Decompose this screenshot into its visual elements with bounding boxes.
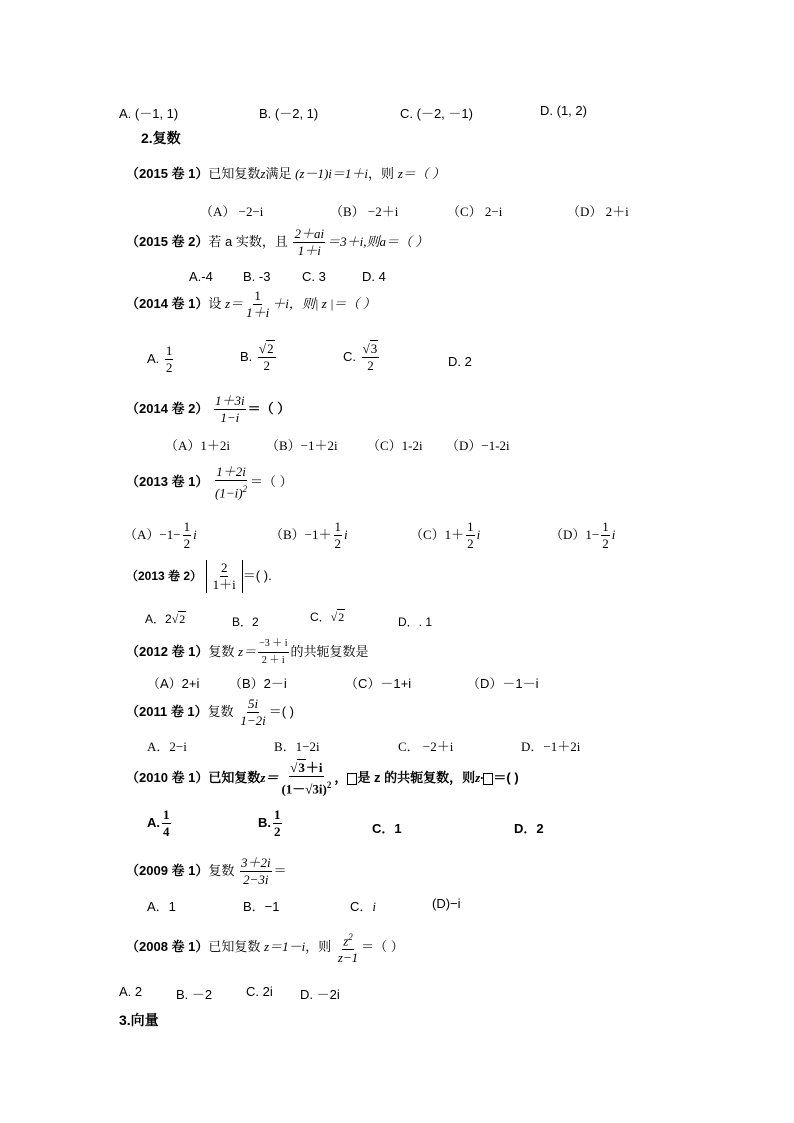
question-2013-2 bbox=[126, 560, 272, 593]
question-ask: ＝ bbox=[273, 862, 287, 878]
option-label: A. bbox=[147, 814, 160, 830]
question-2012-1 bbox=[126, 636, 369, 669]
numerator: 1＋2i bbox=[216, 464, 246, 479]
option-label: C． bbox=[350, 899, 373, 914]
question-2014-1 bbox=[126, 288, 376, 321]
question-ask: ＝( ) bbox=[493, 770, 519, 786]
numerator: 2＋ai bbox=[294, 226, 325, 241]
option-b bbox=[270, 519, 348, 552]
question-tag: （2013 卷 2） bbox=[126, 568, 203, 583]
option-d: D. －2i bbox=[300, 987, 340, 1002]
question-text: 已知复数 bbox=[208, 770, 261, 786]
question-text: 已知复数 bbox=[208, 166, 261, 181]
fraction bbox=[245, 288, 270, 321]
denominator: 2 bbox=[165, 360, 173, 375]
fraction bbox=[362, 341, 380, 374]
exponent: 2 bbox=[242, 484, 248, 494]
question-2009-1 bbox=[126, 855, 287, 888]
option-c bbox=[343, 341, 381, 374]
fraction bbox=[293, 226, 325, 259]
conjugate-symbol bbox=[483, 773, 493, 785]
fraction bbox=[165, 343, 174, 376]
option-b: B. －2 bbox=[176, 987, 213, 1002]
numerator: ＋i bbox=[305, 760, 323, 775]
fraction bbox=[273, 807, 282, 840]
option-c: C. 3 bbox=[302, 269, 326, 284]
denominator: 2 bbox=[602, 536, 609, 551]
question-tag: （2014 卷 1） bbox=[126, 295, 209, 311]
fraction bbox=[601, 519, 610, 552]
option-c bbox=[310, 608, 345, 625]
numerator: z bbox=[343, 933, 349, 949]
fraction bbox=[239, 696, 266, 729]
math-eq: (z－1)i＝1＋i bbox=[295, 166, 369, 181]
question-2008-1 bbox=[126, 929, 404, 966]
denominator: 1−2i bbox=[240, 713, 266, 728]
question-tag: （2015 卷 1） bbox=[126, 166, 209, 181]
option-b bbox=[240, 341, 278, 374]
exponent: 2 bbox=[348, 932, 353, 942]
question-ask: | z |＝（ ） bbox=[314, 295, 376, 311]
imag-unit: i bbox=[476, 526, 481, 542]
numerator: 1 bbox=[334, 519, 342, 534]
question-ask: ＝（ ） bbox=[250, 474, 293, 490]
option-label: A．2 bbox=[145, 612, 172, 626]
imag-unit: i bbox=[344, 526, 348, 542]
question-text: ， bbox=[334, 770, 348, 786]
denominator: (1−i) bbox=[215, 485, 243, 501]
numerator: 3＋2i bbox=[241, 855, 271, 870]
math-var: z bbox=[260, 166, 266, 181]
question-text: 是 z 的共轭复数，则 bbox=[357, 770, 476, 786]
question-text: 已知复数 bbox=[208, 939, 261, 955]
option-a: （A）1＋2i bbox=[165, 438, 231, 453]
numerator: 1 bbox=[467, 519, 474, 534]
option-a bbox=[147, 343, 175, 376]
question-text: 若 a 实数，且 bbox=[208, 233, 288, 249]
denominator: 2 ＋ i bbox=[261, 655, 285, 666]
question-ask: ＝（ ） bbox=[247, 400, 291, 416]
question-2013-1 bbox=[126, 464, 293, 501]
math-eq: z＝ bbox=[260, 770, 279, 786]
option-a: A．2−i bbox=[147, 739, 187, 754]
numerator: 1 bbox=[254, 288, 261, 303]
option-value: i bbox=[372, 899, 377, 914]
numerator: 5i bbox=[247, 696, 259, 711]
question-ask: a＝（ ） bbox=[379, 233, 429, 249]
option-c: C．1 bbox=[372, 821, 402, 836]
option-a: A.-4 bbox=[189, 269, 213, 284]
option-a bbox=[124, 519, 197, 552]
option-d: D. 4 bbox=[362, 269, 386, 284]
question-text: 设 bbox=[208, 295, 222, 311]
question-text: 复数 bbox=[208, 643, 235, 659]
numerator: 1＋3i bbox=[215, 393, 245, 408]
math-eq: ＝3＋i,则 bbox=[327, 233, 380, 249]
option-label: （D）1− bbox=[550, 526, 600, 542]
question-tag: （2008 卷 1） bbox=[126, 939, 209, 955]
fraction bbox=[334, 519, 343, 552]
question-tag: （2010 卷 1） bbox=[126, 770, 209, 786]
radicand: 3 bbox=[370, 341, 378, 356]
denominator: 4 bbox=[163, 824, 170, 839]
sqrt: √2 bbox=[330, 610, 345, 624]
numerator: 1 bbox=[165, 343, 173, 358]
question-ask: z＝（ ） bbox=[397, 166, 445, 181]
fraction bbox=[466, 519, 475, 552]
imag-unit: i bbox=[611, 526, 616, 542]
fraction bbox=[280, 760, 332, 797]
fraction bbox=[240, 855, 272, 888]
question-2015-1 bbox=[126, 163, 445, 182]
numerator: 2 bbox=[220, 560, 228, 575]
option-b: B. -3 bbox=[243, 269, 271, 284]
option-d: （D）－1－i bbox=[467, 676, 539, 691]
conjugate-symbol bbox=[347, 773, 357, 785]
option-label: C． bbox=[310, 610, 331, 624]
option-a: A. 2 bbox=[119, 984, 143, 999]
option-c: C． −2＋i bbox=[398, 739, 454, 754]
option-b: B．1−2i bbox=[274, 739, 320, 754]
denominator: 1−i bbox=[220, 410, 240, 425]
option-d bbox=[550, 519, 615, 552]
denominator: z−1 bbox=[337, 950, 359, 966]
option-a bbox=[147, 807, 173, 840]
numerator: 1 bbox=[183, 519, 191, 534]
imag-unit: i bbox=[193, 526, 197, 542]
radicand: 2 bbox=[179, 612, 186, 626]
option-b: （B） −2＋i bbox=[330, 204, 399, 219]
question-ask: ＝（ ） bbox=[361, 939, 404, 955]
prev-option-d: D. (1, 2) bbox=[540, 103, 587, 118]
denominator: 2 bbox=[467, 536, 474, 551]
prev-option-a: A. (－1, 1) bbox=[119, 106, 179, 121]
option-c bbox=[410, 519, 480, 552]
option-label: B. bbox=[258, 814, 271, 830]
numerator: 1 bbox=[163, 807, 170, 822]
option-b: （B）2－i bbox=[229, 676, 287, 691]
exponent: 2 bbox=[326, 780, 332, 790]
option-d: D. 2 bbox=[448, 354, 472, 369]
sqrt: √2 bbox=[258, 341, 274, 356]
section-title-vector: 3.向量 bbox=[119, 1012, 159, 1028]
question-2011-1 bbox=[126, 696, 294, 729]
sqrt: √3 bbox=[362, 341, 378, 356]
question-text: 满足 bbox=[265, 166, 292, 181]
question-ask: ＝( ) bbox=[268, 703, 294, 719]
option-d: (D)−i bbox=[432, 896, 461, 911]
question-ask: ＝( ). bbox=[242, 567, 272, 583]
denominator: 2 bbox=[263, 358, 270, 373]
option-b: （B）−1＋2i bbox=[266, 438, 338, 453]
denominator: (1－√3i) bbox=[281, 781, 327, 797]
fraction bbox=[212, 560, 237, 593]
fraction bbox=[258, 341, 276, 374]
option-a: （A） −2−i bbox=[200, 204, 264, 219]
option-d: D．. 1 bbox=[398, 615, 433, 629]
sqrt: √2 bbox=[171, 612, 186, 626]
denominator: 2 bbox=[274, 824, 281, 839]
math-eq: z＝1－i bbox=[264, 939, 306, 955]
option-d: （D） 2＋i bbox=[567, 204, 629, 219]
option-b: B．−1 bbox=[243, 899, 280, 914]
question-ask: z· bbox=[475, 770, 484, 786]
radicand: 3 bbox=[298, 760, 305, 775]
question-text: 复数 bbox=[207, 703, 234, 719]
question-text: ，则 bbox=[368, 166, 395, 181]
question-tag: （2015 卷 2） bbox=[126, 233, 209, 249]
denominator: 2 bbox=[367, 358, 374, 373]
question-2015-2 bbox=[126, 226, 428, 259]
prev-option-c: C. (－2, －1) bbox=[400, 106, 473, 121]
fraction bbox=[183, 519, 192, 552]
question-tag: （2012 卷 1） bbox=[126, 643, 209, 659]
option-b: B．2 bbox=[232, 615, 259, 629]
option-c: （C）－1+i bbox=[345, 676, 412, 691]
numerator: −3 ＋ i bbox=[258, 636, 288, 653]
math-eq: z＝ bbox=[225, 295, 244, 311]
prev-option-b: B. (－2, 1) bbox=[259, 106, 319, 121]
option-c: （C）1-2i bbox=[367, 438, 423, 453]
question-tag: （2013 卷 1） bbox=[126, 474, 209, 490]
denominator: 2 bbox=[334, 536, 342, 551]
math-eq: z＝ bbox=[238, 643, 257, 659]
radicand: 2 bbox=[338, 610, 345, 624]
option-c bbox=[350, 896, 376, 915]
question-text: ，则 bbox=[305, 939, 332, 955]
option-b bbox=[258, 807, 284, 840]
option-d: D．−1＋2i bbox=[521, 739, 581, 754]
option-label: （B）−1＋ bbox=[270, 526, 332, 542]
denominator: 1＋i bbox=[246, 305, 270, 320]
option-label: （C）1＋ bbox=[410, 526, 465, 542]
option-label: （A）−1− bbox=[124, 526, 181, 542]
denominator: 1＋i bbox=[212, 577, 236, 592]
option-label: C. bbox=[343, 348, 356, 364]
question-text: 的共轭复数是 bbox=[290, 643, 369, 659]
denominator: 2−3i bbox=[243, 872, 269, 887]
question-text: 复数 bbox=[208, 862, 235, 878]
fraction bbox=[337, 929, 359, 966]
fraction bbox=[258, 636, 288, 669]
option-c: C. 2i bbox=[246, 984, 273, 999]
option-d: D．2 bbox=[514, 821, 544, 836]
fraction bbox=[162, 807, 171, 840]
math-eq: ＋i，则 bbox=[272, 295, 315, 311]
option-label: A. bbox=[147, 350, 160, 366]
option-d: （D）−1-2i bbox=[446, 438, 510, 453]
question-tag: （2014 卷 2） bbox=[126, 400, 209, 416]
question-tag: （2011 卷 1） bbox=[126, 703, 208, 719]
question-tag: （2009 卷 1） bbox=[126, 862, 209, 878]
numerator: 1 bbox=[602, 519, 609, 534]
absolute-value bbox=[206, 560, 243, 593]
option-a bbox=[145, 610, 186, 627]
fraction bbox=[214, 393, 246, 426]
denominator: 2 bbox=[183, 536, 191, 551]
numerator: 1 bbox=[274, 807, 281, 822]
option-a: （A）2+i bbox=[147, 676, 200, 691]
denominator: 1＋i bbox=[297, 243, 321, 258]
question-2014-2 bbox=[126, 393, 290, 426]
radicand: 2 bbox=[267, 341, 274, 356]
option-label: B. bbox=[240, 348, 253, 364]
option-c: （C） 2−i bbox=[447, 204, 503, 219]
fraction bbox=[214, 464, 248, 501]
section-title-complex: 2.复数 bbox=[141, 130, 181, 146]
option-a: A．1 bbox=[147, 899, 176, 914]
question-2010-1 bbox=[126, 760, 519, 797]
sqrt: √3 bbox=[290, 760, 305, 775]
